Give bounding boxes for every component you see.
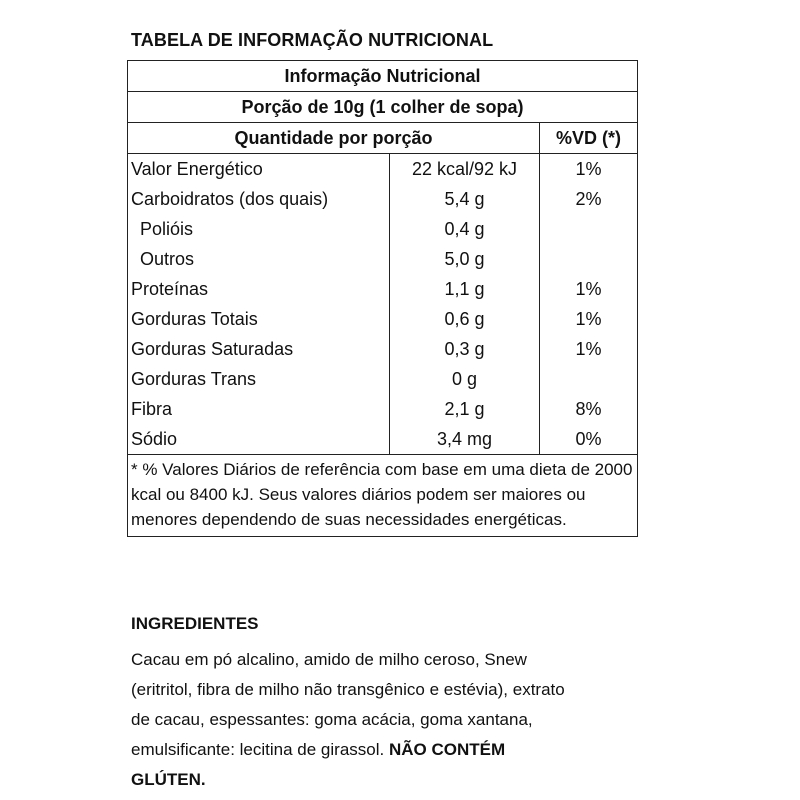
nutrition-table bbox=[127, 60, 638, 537]
table-row bbox=[128, 154, 638, 185]
nutrient-label: Valor Energético bbox=[128, 154, 390, 185]
ingredients-title: INGREDIENTES bbox=[131, 614, 259, 633]
qty-column-header: Quantidade por porção bbox=[128, 123, 540, 154]
table-row bbox=[128, 304, 638, 334]
nutrient-label: Gorduras Totais bbox=[128, 304, 390, 334]
nutrient-quantity: 0 g bbox=[390, 364, 540, 394]
nutrient-daily-value: 1% bbox=[540, 154, 638, 185]
nutrient-quantity: 5,4 g bbox=[390, 184, 540, 214]
table-row bbox=[128, 184, 638, 214]
nutrient-label: Outros bbox=[128, 244, 390, 274]
nutrient-quantity: 22 kcal/92 kJ bbox=[390, 154, 540, 185]
nutrient-quantity: 2,1 g bbox=[390, 394, 540, 424]
nutrient-label: Gorduras Saturadas bbox=[128, 334, 390, 364]
table-row bbox=[128, 424, 638, 455]
page-title: TABELA DE INFORMAÇÃO NUTRICIONAL bbox=[131, 30, 494, 50]
vd-column-header: %VD (*) bbox=[540, 123, 638, 154]
nutrient-quantity: 0,4 g bbox=[390, 214, 540, 244]
nutrient-label: Polióis bbox=[128, 214, 390, 244]
nutrient-daily-value: 1% bbox=[540, 304, 638, 334]
gluten-warning: NÃO CONTÉM GLÚTEN. bbox=[131, 740, 506, 789]
table-row bbox=[128, 244, 638, 274]
nutrient-daily-value: 1% bbox=[540, 334, 638, 364]
nutrient-quantity: 1,1 g bbox=[390, 274, 540, 304]
portion-size: Porção de 10g (1 colher de sopa) bbox=[128, 92, 638, 123]
nutrient-quantity: 3,4 mg bbox=[390, 424, 540, 455]
nutrient-daily-value: 8% bbox=[540, 394, 638, 424]
nutrient-daily-value: 1% bbox=[540, 274, 638, 304]
nutrient-daily-value bbox=[540, 214, 638, 244]
ingredients-list: Cacau em pó alcalino, amido de milho ceroso, Snew (eritritol, fibra de milho não transgênico e estévia), extrato de cacau, espessantes: goma acácia, goma xantana, emulsificante: lecitina de girassol. bbox=[131, 650, 565, 759]
nutrient-label: Gorduras Trans bbox=[128, 364, 390, 394]
nutrient-daily-value bbox=[540, 364, 638, 394]
table-header: Informação Nutricional bbox=[128, 61, 638, 92]
nutrient-quantity: 0,3 g bbox=[390, 334, 540, 364]
nutrient-quantity: 0,6 g bbox=[390, 304, 540, 334]
nutrient-daily-value: 2% bbox=[540, 184, 638, 214]
table-row bbox=[128, 214, 638, 244]
table-footnote: * % Valores Diários de referência com base em uma dieta de 2000 kcal ou 8400 kJ. Seus valores diários podem ser maiores ou menores dependendo de suas necessidades energéticas. bbox=[128, 455, 638, 537]
table-row bbox=[128, 394, 638, 424]
table-row bbox=[128, 274, 638, 304]
nutrient-daily-value bbox=[540, 244, 638, 274]
nutrient-label: Sódio bbox=[128, 424, 390, 455]
table-row bbox=[128, 334, 638, 364]
nutrient-label: Proteínas bbox=[128, 274, 390, 304]
table-row bbox=[128, 364, 638, 394]
nutrient-daily-value: 0% bbox=[540, 424, 638, 455]
nutrient-label: Carboidratos (dos quais) bbox=[128, 184, 390, 214]
nutrient-label: Fibra bbox=[128, 394, 390, 424]
nutrient-quantity: 5,0 g bbox=[390, 244, 540, 274]
ingredients-text bbox=[131, 645, 581, 795]
